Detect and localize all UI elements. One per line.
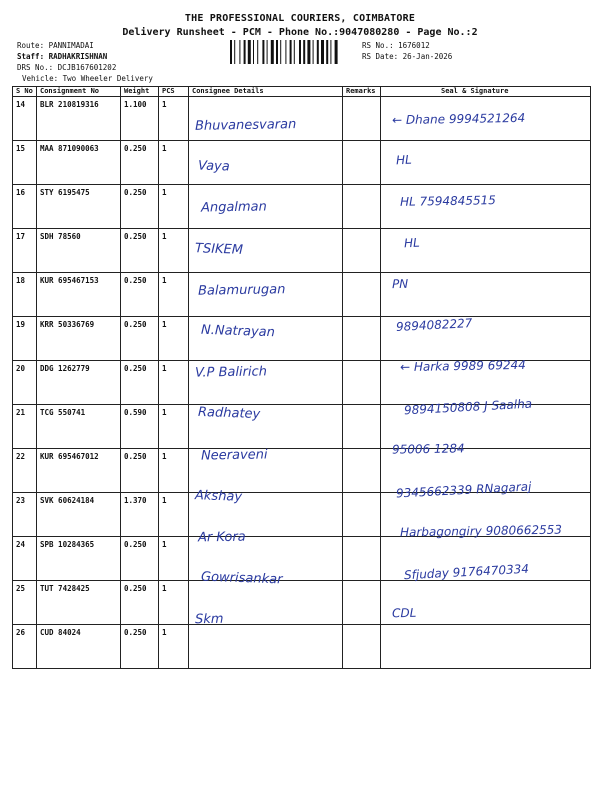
route-label: Route: PANNIMADAI [17,41,94,50]
cell-seal [381,141,591,185]
cell-pcs: 1 [159,537,189,581]
staff-label: Staff: RADHAKRISHNAN [17,52,108,61]
cell-sno: 25 [13,581,37,625]
table-header-row [13,87,591,97]
cell-pcs: 1 [159,449,189,493]
col-header-consignee: Consignee Details [189,87,343,97]
cell-pcs: 1 [159,97,189,141]
handwritten-signature: HL [403,235,421,250]
table-row [13,229,591,273]
handwritten-consignee: Ar Kora [197,529,246,546]
cell-consignment-no: BLR 210819316 [37,97,121,141]
handwritten-consignee: Akshay [194,487,243,505]
cell-weight: 0.250 [121,581,159,625]
cell-weight: 1.100 [121,97,159,141]
cell-weight: 0.250 [121,273,159,317]
cell-remarks [343,537,381,581]
handwritten-consignee: N.Natrayan [200,322,276,341]
cell-pcs: 1 [159,361,189,405]
cell-consignment-no: SPB 10284365 [37,537,121,581]
cell-consignment-no: DDG 1262779 [37,361,121,405]
handwritten-consignee: Gowrisankar [200,569,283,588]
cell-consignment-no: STY 6195475 [37,185,121,229]
cell-remarks [343,449,381,493]
cell-sno: 19 [13,317,37,361]
company-title: THE PROFESSIONAL COURIERS, COIMBATORE [184,13,416,24]
cell-seal [381,625,591,669]
cell-sno: 14 [13,97,37,141]
handwritten-consignee: TSIKEM [194,240,244,258]
handwritten-consignee: V.P Balirich [194,364,268,381]
cell-remarks [343,141,381,185]
barcode-image [230,40,360,64]
handwritten-consignee: Vaya [197,158,230,175]
table-row [13,273,591,317]
cell-pcs: 1 [159,317,189,361]
cell-weight: 0.250 [121,537,159,581]
handwritten-consignee: Skm [194,612,224,628]
cell-sno: 20 [13,361,37,405]
cell-sno: 22 [13,449,37,493]
cell-pcs: 1 [159,581,189,625]
vehicle-label: Vehicle: Two Wheeler Delivery [22,74,153,83]
handwritten-consignee: Bhuvanesvaran [194,117,297,134]
cell-consignment-no: CUD 84024 [37,625,121,669]
handwritten-signature: 9894082227 [395,316,473,334]
handwritten-signature: Sfjuday 9176470334 [403,561,530,583]
table-row [13,141,591,185]
handwritten-signature: PN [391,276,409,291]
cell-remarks [343,405,381,449]
cell-remarks [343,493,381,537]
handwritten-signature: CDL [391,606,417,621]
table-row [13,185,591,229]
cell-consignment-no: KRR 50336769 [37,317,121,361]
handwritten-signature: HL [395,152,413,168]
cell-sno: 16 [13,185,37,229]
cell-seal [381,273,591,317]
handwritten-signature: ← Dhane 9994521264 [391,110,526,128]
col-header-consignment: Consignment No [37,87,121,97]
cell-consignment-no: SVK 60624184 [37,493,121,537]
cell-weight: 0.590 [121,405,159,449]
cell-consignment-no: TUT 7428425 [37,581,121,625]
cell-weight: 0.250 [121,625,159,669]
col-header-pcs: PCS [159,87,189,97]
cell-sno: 24 [13,537,37,581]
cell-remarks [343,361,381,405]
cell-remarks [343,625,381,669]
cell-pcs: 1 [159,625,189,669]
cell-weight: 0.250 [121,317,159,361]
runsheet-subtitle: Delivery Runsheet - PCM - Phone No.:9047080280 - Page No.:2 [122,27,478,38]
cell-sno: 21 [13,405,37,449]
table-row [13,317,591,361]
cell-consignment-no: MAA 871090063 [37,141,121,185]
cell-sno: 26 [13,625,37,669]
col-header-weight: Weight [121,87,159,97]
handwritten-signature: 95006 1284 [391,440,465,457]
table-row [13,581,591,625]
col-header-seal: Seal & Signature [381,87,591,97]
handwritten-signature: ← Harka 9989 69244 [399,358,526,375]
handwritten-signature: 9345662339 RNagaraj [395,479,532,501]
cell-weight: 0.250 [121,361,159,405]
cell-remarks [343,97,381,141]
cell-consignment-no: KUR 695467012 [37,449,121,493]
col-header-sno: S No [13,87,37,97]
cell-pcs: 1 [159,229,189,273]
cell-consignment-no: SDH 78560 [37,229,121,273]
handwritten-consignee: Neeraveni [200,447,268,464]
cell-consignment-no: KUR 695467153 [37,273,121,317]
cell-weight: 1.370 [121,493,159,537]
handwritten-consignee: Balamurugan [197,282,286,299]
handwritten-signature: Harbagongiry 9080662553 [399,522,563,540]
cell-pcs: 1 [159,493,189,537]
cell-pcs: 1 [159,141,189,185]
cell-pcs: 1 [159,273,189,317]
cell-sno: 17 [13,229,37,273]
consignment-table [12,86,591,669]
cell-weight: 0.250 [121,185,159,229]
handwritten-consignee: Angalman [200,199,267,216]
cell-sno: 23 [13,493,37,537]
cell-remarks [343,581,381,625]
drs-number: DRS No.: DCJB167601202 [17,63,117,72]
rs-date: RS Date: 26-Jan-2026 [362,52,453,61]
handwritten-signature: 9894150808 J Saalha [403,397,533,418]
rs-number: RS No.: 1676012 [362,41,430,50]
cell-remarks [343,317,381,361]
col-header-remarks: Remarks [343,87,381,97]
cell-consignee [189,625,343,669]
cell-remarks [343,229,381,273]
cell-pcs: 1 [159,405,189,449]
cell-remarks [343,185,381,229]
cell-sno: 15 [13,141,37,185]
cell-remarks [343,273,381,317]
cell-sno: 18 [13,273,37,317]
cell-consignment-no: TCG 550741 [37,405,121,449]
handwritten-signature: HL 7594845515 [399,193,496,210]
handwritten-consignee: Radhatey [197,405,261,423]
cell-weight: 0.250 [121,449,159,493]
cell-weight: 0.250 [121,229,159,273]
cell-pcs: 1 [159,185,189,229]
cell-weight: 0.250 [121,141,159,185]
table-row [13,625,591,669]
